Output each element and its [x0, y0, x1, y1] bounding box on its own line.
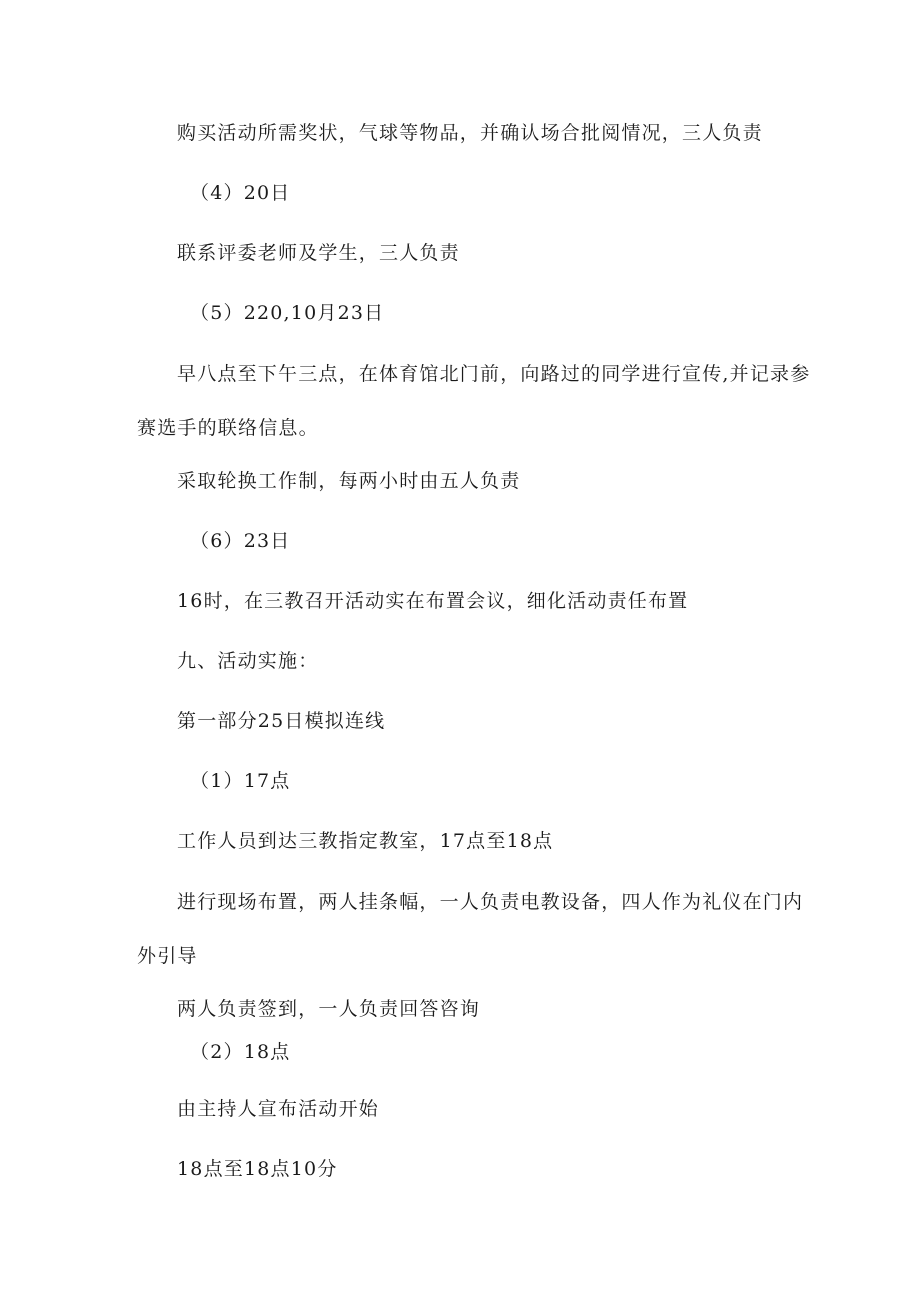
paragraph: 工作人员到达三教指定教室，17点至18点: [177, 830, 554, 852]
paragraph: 联系评委老师及学生，三人负责: [177, 242, 460, 264]
paragraph: 购买活动所需奖状，气球等物品，并确认场合批阅情况，三人负责: [177, 122, 763, 144]
item-heading: （2）18点: [190, 1041, 291, 1063]
item-heading: （6）23日: [190, 530, 291, 552]
item-heading: （4）20日: [190, 182, 291, 204]
paragraph: 16时，在三教召开活动实在布置会议，细化活动责任布置: [177, 590, 689, 612]
paragraph: 第一部分25日模拟连线: [177, 710, 386, 732]
paragraph-wrapped: 早八点至下午三点，在体育馆北门前，向路过的同学进行宣传,并记录参赛选手的联络信息。: [137, 363, 811, 439]
paragraph: 由主持人宣布活动开始: [177, 1098, 380, 1120]
paragraph: 采取轮换工作制，每两小时由五人负责: [177, 470, 521, 492]
paragraph: 18点至18点10分: [177, 1158, 338, 1180]
item-heading: （5）220,10月23日: [190, 302, 385, 324]
section-heading: 九、活动实施：: [177, 650, 319, 672]
paragraph: 两人负责签到，一人负责回答咨询: [177, 998, 481, 1020]
item-heading: （1）17点: [190, 770, 291, 792]
paragraph-wrapped: 进行现场布置，两人挂条幅，一人负责电教设备，四人作为礼仪在门内外引导: [137, 891, 804, 967]
